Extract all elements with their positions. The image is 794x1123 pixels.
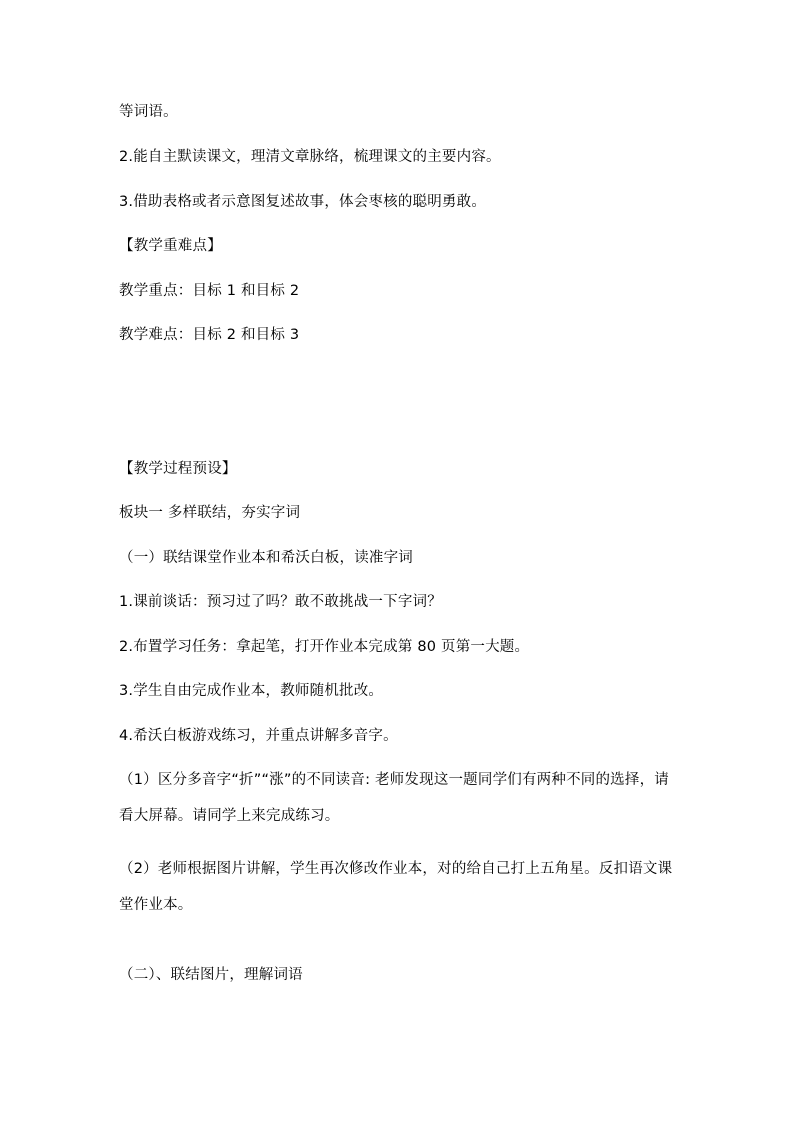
text-line-continuation: 等词语。 xyxy=(119,104,178,120)
section-heading-key-points: 【教学重难点】 xyxy=(119,238,222,254)
section-heading-process: 【教学过程预设】 xyxy=(119,461,237,477)
step-2: 2.布置学习任务：拿起笔，打开作业本完成第 80 页第一大题。 xyxy=(119,639,530,655)
key-point-line: 教学重点：目标 1 和目标 2 xyxy=(119,283,300,299)
objective-2: 2.能自主默读课文，理清文章脉络，梳理课文的主要内容。 xyxy=(119,149,501,165)
block-one-title: 板块一 多样联结，夯实字词 xyxy=(119,505,301,521)
sub-step-2-paragraph: （2）老师根据图片讲解，学生再次修改作业本，对的给自己打上五角星。反扣语文课堂作业本。 xyxy=(119,861,673,913)
objective-3: 3.借助表格或者示意图复述故事，体会枣核的聪明勇敢。 xyxy=(119,194,487,210)
sub-step-1-paragraph: （1）区分多音字“折”“涨”的不同读音: 老师发现这一题同学们有两种不同的选择，请看大屏幕。请同学上来完成练习。 xyxy=(119,772,669,824)
subsection-one-title: （一）联结课堂作业本和希沃白板，读准字词 xyxy=(119,550,413,566)
step-3: 3.学生自由完成作业本，教师随机批改。 xyxy=(119,683,384,699)
step-1: 1.课前谈话：预习过了吗？敢不敢挑战一下字词？ xyxy=(119,594,442,610)
difficult-point-line: 教学难点：目标 2 和目标 3 xyxy=(119,327,300,343)
subsection-two-title: （二）、联结图片，理解词语 xyxy=(119,967,303,983)
step-4: 4.希沃白板游戏练习，并重点讲解多音字。 xyxy=(119,728,398,744)
